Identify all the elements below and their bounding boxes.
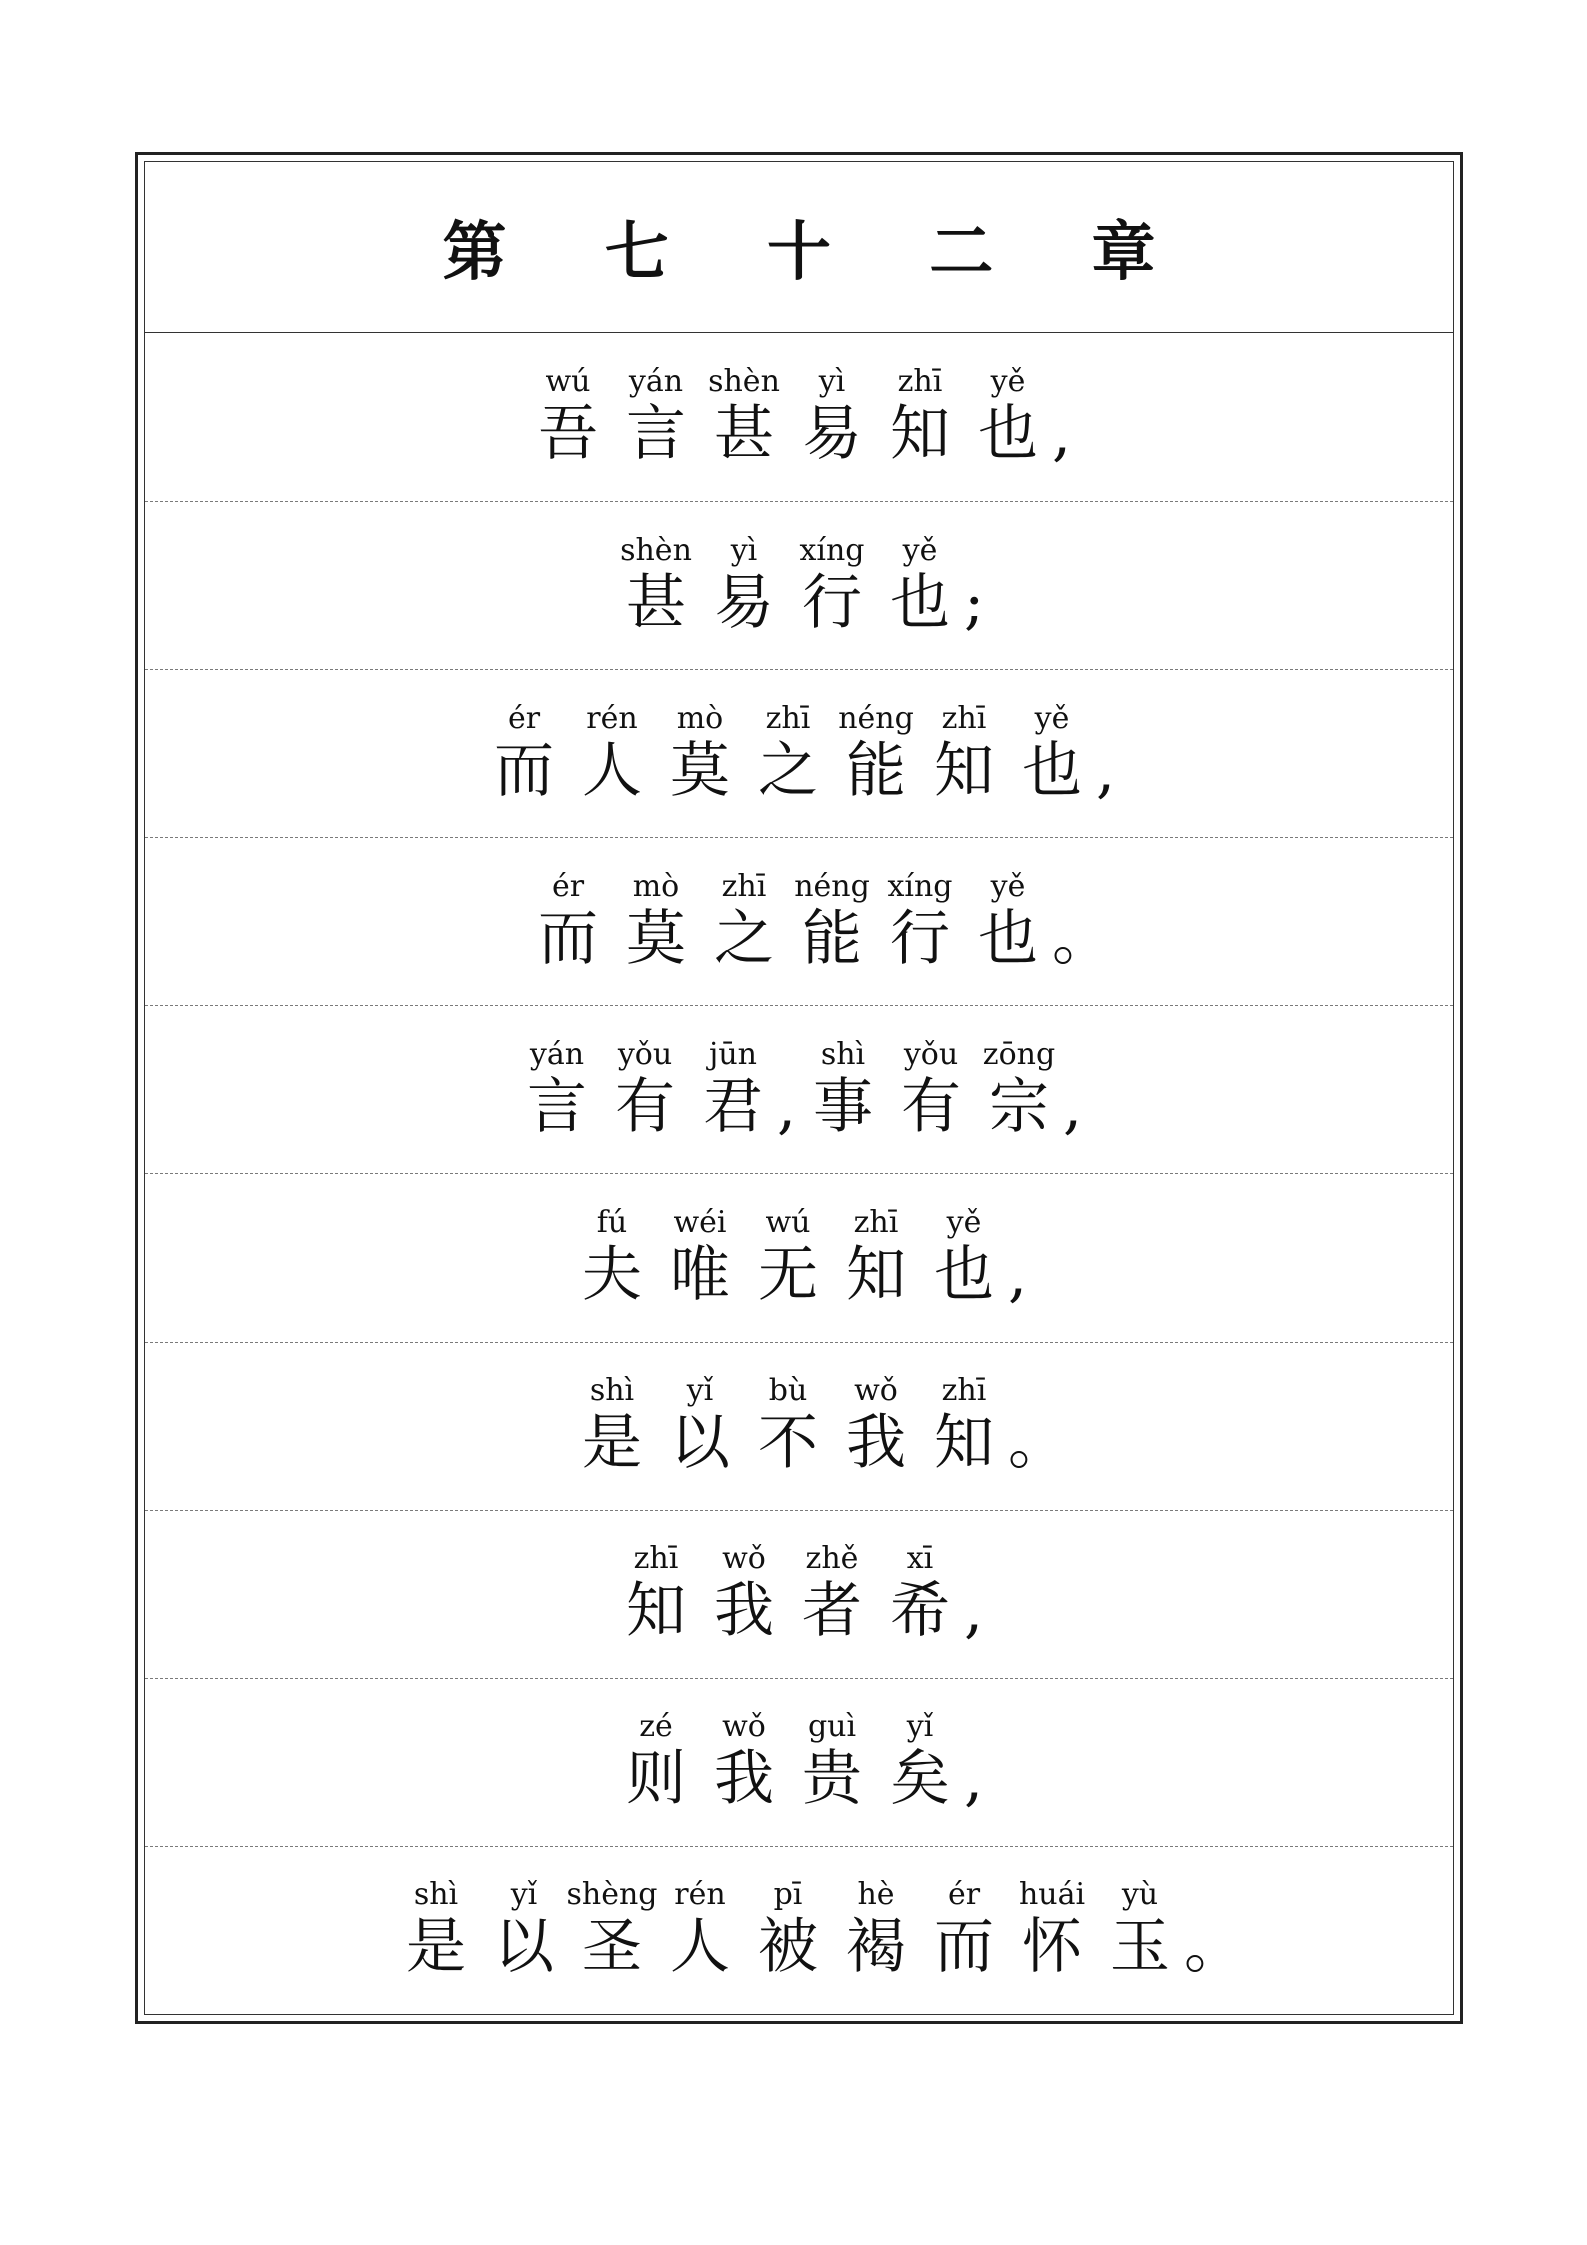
hanzi: 有 [615,1071,675,1142]
hanzi: 我 [714,1744,774,1815]
character-cell [656,1374,744,1478]
pinyin: yǐ [686,1373,714,1409]
character-cell [876,1710,964,1814]
hanzi: 言 [626,399,686,470]
pinyin: yě [902,532,938,568]
character-cell [975,1038,1063,1142]
pinyin: yán [628,364,684,400]
hanzi: 而 [538,903,598,974]
hanzi: 也 [934,1240,994,1311]
character-cell [689,1038,777,1142]
character-cell [1008,702,1096,806]
pinyin: xíng [887,868,953,904]
verse-line [145,1678,1453,1846]
character-cell [568,702,656,806]
character-cell [568,1878,656,1982]
pinyin: yǒu [903,1036,959,1072]
hanzi: 甚 [626,567,686,638]
hanzi: 之 [758,735,818,806]
pinyin: xī [906,1541,934,1577]
hanzi: 能 [802,903,862,974]
pinyin: jūn [709,1036,757,1072]
hanzi: 以 [494,1912,554,1983]
pinyin: néng [838,700,914,736]
pinyin: zhī [721,868,767,904]
character-cell [788,1542,876,1646]
character-cell [700,365,788,469]
pinyin: wǒ [722,1709,766,1745]
punctuation: , [777,1071,797,1142]
verse [392,1877,1244,1983]
pinyin: mò [632,868,680,904]
pinyin: huái [1018,1877,1086,1913]
character-cell [876,365,964,469]
character-cell [788,870,876,974]
hanzi: 而 [934,1912,994,1983]
pinyin: guì [807,1709,857,1745]
verse-line [145,1342,1453,1510]
character-cell [700,870,788,974]
hanzi: 行 [802,567,862,638]
character-cell [920,1206,1008,1310]
hanzi: 玉 [1110,1912,1170,1983]
character-cell [920,702,1008,806]
hanzi: 知 [846,1240,906,1311]
pinyin: zhī [853,1205,899,1241]
hanzi: 也 [978,903,1038,974]
character-cell [1096,1878,1184,1982]
hanzi: 之 [714,903,774,974]
hanzi: 行 [890,903,950,974]
punctuation: 。 [1008,1408,1068,1479]
punctuation: 。 [1052,903,1112,974]
hanzi: 知 [934,735,994,806]
pinyin: xíng [799,532,865,568]
verse-line [145,1173,1453,1341]
punctuation: , [1096,735,1116,806]
hanzi: 不 [758,1408,818,1479]
character-cell [964,870,1052,974]
character-cell [876,534,964,638]
verse [524,365,1074,469]
character-cell [513,1038,601,1142]
hanzi: 事 [813,1071,873,1142]
verse [513,1038,1085,1142]
character-cell [612,365,700,469]
hanzi: 褐 [846,1912,906,1983]
character-cell [568,1206,656,1310]
character-cell [788,1710,876,1814]
character-cell [799,1038,887,1142]
verse [612,534,986,638]
character-cell [392,1878,480,1982]
punctuation: , [1052,399,1072,470]
pinyin: rén [586,700,638,736]
pinyin: yě [990,364,1026,400]
character-cell [832,702,920,806]
hanzi: 也 [890,567,950,638]
hanzi: 而 [494,735,554,806]
pinyin: wǒ [722,1541,766,1577]
verse [480,702,1118,806]
pinyin: yǐ [510,1877,538,1913]
character-cell [832,1878,920,1982]
character-cell [744,1878,832,1982]
punctuation: , [964,1744,984,1815]
character-cell [876,1542,964,1646]
character-cell [524,870,612,974]
pinyin: shì [413,1877,459,1913]
pinyin: fú [596,1205,628,1241]
pinyin: shèn [708,364,780,400]
hanzi: 夫 [582,1240,642,1311]
verse-line [145,669,1453,837]
character-cell [656,702,744,806]
pinyin: yì [730,532,758,568]
character-cell [788,365,876,469]
hanzi: 有 [901,1071,961,1142]
hanzi: 以 [670,1408,730,1479]
verse [568,1206,1030,1310]
hanzi: 希 [890,1576,950,1647]
hanzi: 圣 [582,1912,642,1983]
pinyin: hè [857,1877,895,1913]
hanzi: 甚 [714,399,774,470]
pinyin: ér [507,700,541,736]
verse [612,1710,986,1814]
pinyin: shèng [566,1877,658,1913]
character-cell [1008,1878,1096,1982]
hanzi: 无 [758,1240,818,1311]
character-cell [568,1374,656,1478]
pinyin: zhě [805,1541,859,1577]
verse-line [145,1005,1453,1173]
page-border [135,152,1463,2024]
hanzi: 易 [802,399,862,470]
hanzi: 怀 [1022,1912,1082,1983]
character-cell [612,870,700,974]
hanzi: 人 [670,1912,730,1983]
pinyin: shì [820,1036,866,1072]
pinyin: yě [990,868,1026,904]
verse [568,1373,1068,1479]
character-cell [887,1038,975,1142]
character-cell [656,1878,744,1982]
verse-line [145,1510,1453,1678]
punctuation: , [1008,1240,1028,1311]
hanzi: 宗 [989,1071,1049,1142]
character-cell [876,870,964,974]
character-cell [480,1878,568,1982]
hanzi: 莫 [626,903,686,974]
hanzi: 莫 [670,735,730,806]
hanzi: 矣 [890,1744,950,1815]
character-cell [744,1206,832,1310]
character-cell [700,1542,788,1646]
hanzi: 易 [714,567,774,638]
verse-line [145,1846,1453,2014]
hanzi: 也 [978,399,1038,470]
character-cell [524,365,612,469]
character-cell [612,534,700,638]
hanzi: 我 [714,1576,774,1647]
character-cell [744,1374,832,1478]
hanzi: 是 [582,1408,642,1479]
punctuation: 。 [1184,1912,1244,1983]
pinyin: yǐ [906,1709,934,1745]
pinyin: zhī [765,700,811,736]
hanzi: 则 [626,1744,686,1815]
hanzi: 知 [934,1408,994,1479]
pinyin: ér [947,1877,981,1913]
character-cell [612,1710,700,1814]
title-row [145,162,1453,333]
hanzi: 是 [406,1912,466,1983]
character-cell [832,1206,920,1310]
character-cell [601,1038,689,1142]
pinyin: shì [589,1373,635,1409]
pinyin: zōng [982,1036,1056,1072]
character-cell [612,1542,700,1646]
pinyin: shèn [620,532,692,568]
pinyin: yǒu [617,1036,673,1072]
character-cell [480,702,568,806]
hanzi: 能 [846,735,906,806]
pinyin: zhī [897,364,943,400]
pinyin: néng [794,868,870,904]
pinyin: wǒ [854,1373,898,1409]
pinyin: zhī [941,1373,987,1409]
chapter-title: 第 七 十 二 章 [442,215,1194,290]
hanzi: 被 [758,1912,818,1983]
hanzi: 我 [846,1408,906,1479]
character-cell [744,702,832,806]
hanzi: 贵 [802,1744,862,1815]
pinyin: yě [946,1205,982,1241]
hanzi: 知 [626,1576,686,1647]
hanzi: 知 [890,399,950,470]
character-cell [788,534,876,638]
hanzi: 唯 [670,1240,730,1311]
pinyin: rén [674,1877,726,1913]
character-cell [964,365,1052,469]
punctuation: , [1063,1071,1083,1142]
pinyin: zé [639,1709,673,1745]
hanzi: 者 [802,1576,862,1647]
pinyin: mò [676,700,724,736]
character-cell [656,1206,744,1310]
hanzi: 君 [703,1071,763,1142]
hanzi: 人 [582,735,642,806]
character-cell [700,1710,788,1814]
character-cell [700,534,788,638]
verse-line [145,333,1453,501]
pinyin: zhī [941,700,987,736]
pinyin: yán [529,1036,585,1072]
pinyin: wú [545,364,591,400]
pinyin: zhī [633,1541,679,1577]
pinyin: yě [1034,700,1070,736]
verse [612,1542,986,1646]
punctuation: , [964,1576,984,1647]
character-cell [920,1374,1008,1478]
character-cell [832,1374,920,1478]
hanzi: 吾 [538,399,598,470]
character-cell [920,1878,1008,1982]
pinyin: wéi [673,1205,727,1241]
verse-lines [145,333,1453,2014]
text-table [144,161,1454,2015]
hanzi: 言 [527,1071,587,1142]
verse-line [145,837,1453,1005]
pinyin: bù [768,1373,808,1409]
verse-line [145,501,1453,669]
pinyin: yù [1121,1877,1159,1913]
pinyin: ér [551,868,585,904]
hanzi: 也 [1022,735,1082,806]
pinyin: pī [773,1877,803,1913]
pinyin: wú [765,1205,811,1241]
pinyin: yì [818,364,846,400]
punctuation: ; [964,567,985,638]
verse [524,868,1112,974]
